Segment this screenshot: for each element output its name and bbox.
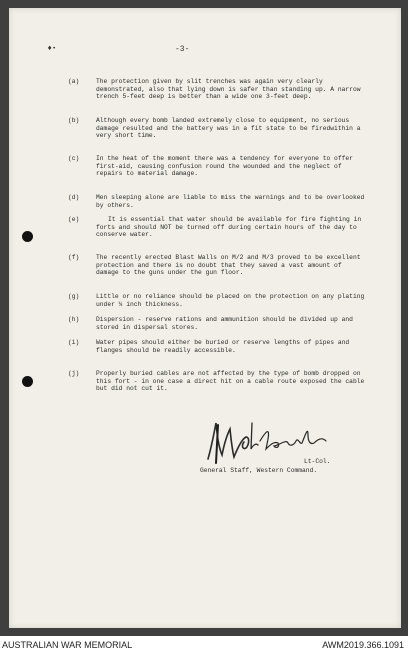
signatory-title: General Staff, Western Command. <box>200 467 318 474</box>
item-c <box>68 155 368 178</box>
punch-hole-top <box>22 231 33 242</box>
item-i <box>68 339 368 354</box>
item-f <box>68 254 368 277</box>
item-e <box>68 216 368 239</box>
item-j <box>68 370 368 393</box>
item-label: (e) <box>68 216 80 223</box>
item-a <box>68 78 368 101</box>
item-text: In the heat of the moment there was a tendency for everyone to offer first-aid, causing confusion round the wounded and the neglect of repairs to material damage. <box>96 155 353 178</box>
item-label: (i) <box>68 339 80 346</box>
institution-name: AUSTRALIAN WAR MEMORIAL <box>2 640 133 650</box>
page-number: -3- <box>175 45 190 54</box>
item-g <box>68 293 368 308</box>
item-text: The recently erected Blast Walls on M/2 and M/3 proved to be excellent protection and there is no doubt that they saved a vast amount of damage to the guns under the gun floor. <box>96 254 361 277</box>
item-text: The protection given by slit trenches was again very clearly demonstrated, also that lying down is safer than standing up. A narrow trench 5-feet deep is better than a wide one 3-feet deep. <box>96 78 361 101</box>
item-label: (c) <box>68 155 80 162</box>
item-label: (h) <box>68 316 80 323</box>
item-text: It is essential that water should be available for fire fighting in forts and should NOT be turned off during certain hours of the day to conserve water. <box>96 216 362 239</box>
archive-footer <box>0 638 408 653</box>
signatory-rank: Lt-Col. <box>304 458 331 465</box>
item-label: (j) <box>68 370 80 377</box>
item-text: Although every bomb landed extremely close to equipment, no serious damage resulted and the battery was in a fit state to be firedwithin a very short time. <box>96 117 361 140</box>
item-h <box>68 316 368 331</box>
item-d <box>68 194 368 209</box>
item-text: Men sleeping alone are liable to miss the warnings and to be overlooked by others. <box>96 194 365 209</box>
record-id: AWM2019.366.1091 <box>322 640 404 650</box>
item-text: Little or no reliance should be placed on the protection on any plating under ¼ inch thickness. <box>96 293 365 308</box>
item-text: Properly buried cables are not affected by the type of bomb dropped on this fort - in one case a direct hit on a cable route exposed the cable but did not cut it. <box>96 370 365 393</box>
item-text: Water pipes should either be buried or reserve lengths of pipes and flanges should be readily accessible. <box>96 339 350 354</box>
item-label: (f) <box>68 254 80 261</box>
punch-hole-bottom <box>22 376 33 387</box>
corner-mark: ♦• <box>47 45 56 52</box>
item-label: (b) <box>68 117 80 124</box>
item-label: (d) <box>68 194 80 201</box>
item-b <box>68 117 368 140</box>
item-text: Dispersion - reserve rations and ammunition should be divided up and stored in dispersal stores. <box>96 316 353 331</box>
item-label: (g) <box>68 293 80 300</box>
item-label: (a) <box>68 78 80 85</box>
